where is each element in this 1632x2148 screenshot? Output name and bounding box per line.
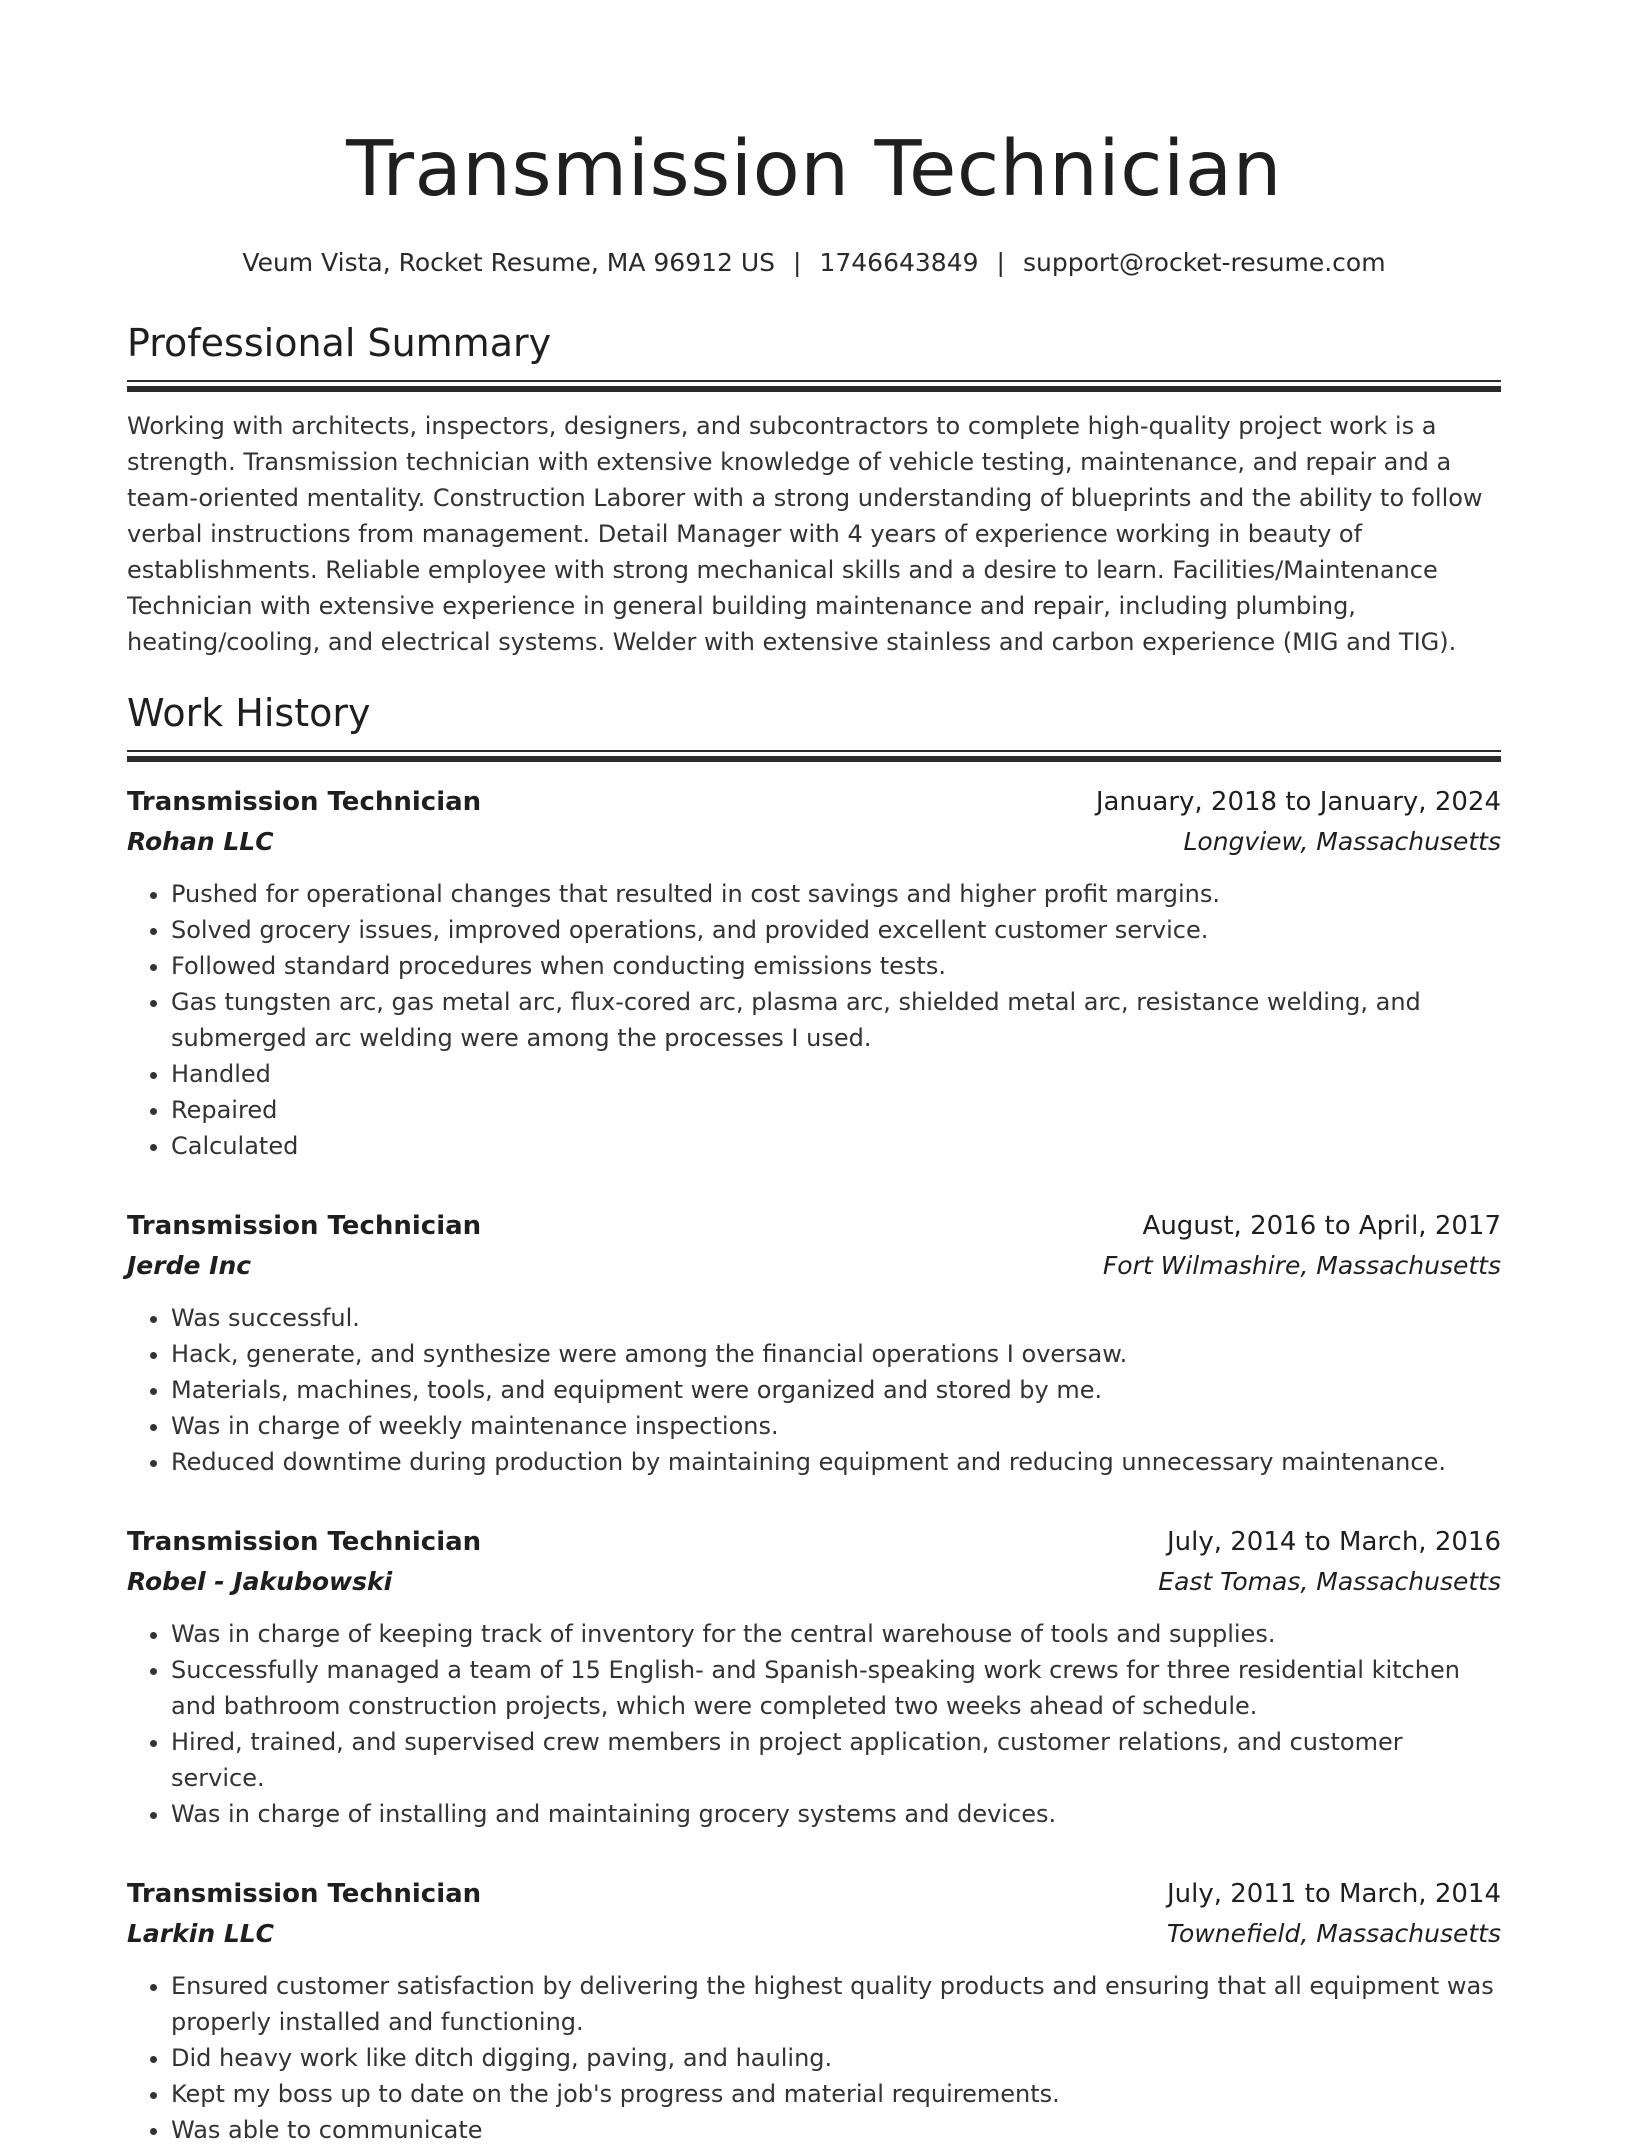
job-company-row <box>127 1562 1501 1602</box>
job-title: Transmission Technician <box>127 787 482 817</box>
contact-separator: | <box>996 248 1005 277</box>
job-title-row <box>127 1522 1501 1562</box>
job-list <box>127 782 1501 2148</box>
job-location: Fort Wilmashire, Massachusetts <box>1102 1251 1501 1280</box>
job-bullet: • Was in charge of weekly maintenance inspections. <box>171 1408 1501 1444</box>
job-location: Longview, Massachusetts <box>1183 827 1501 856</box>
job-dates: January, 2018 to January, 2024 <box>1095 787 1501 817</box>
job-bullet: • Was able to communicate <box>171 2112 1501 2148</box>
job-bullet: • Hired, trained, and supervised crew members in project application, customer relations, and customer service. <box>171 1724 1501 1796</box>
job-bullet-list <box>127 1968 1501 2148</box>
job-dates: August, 2016 to April, 2017 <box>1142 1211 1501 1241</box>
job-company-row <box>127 822 1501 862</box>
contact-email: support@rocket-resume.com <box>1022 248 1386 277</box>
job-entry <box>127 1206 1501 1480</box>
contact-line <box>127 246 1501 280</box>
job-company-row <box>127 1246 1501 1286</box>
section-divider <box>127 750 1501 762</box>
job-entry <box>127 1522 1501 1832</box>
job-title: Transmission Technician <box>127 1527 482 1557</box>
job-bullet: • Hack, generate, and synthesize were among the financial operations I oversaw. <box>171 1336 1501 1372</box>
summary-heading: Professional Summary <box>127 321 552 365</box>
job-bullet: • Was in charge of keeping track of inventory for the central warehouse of tools and supplies. <box>171 1616 1501 1652</box>
job-company: Jerde Inc <box>127 1251 252 1280</box>
job-bullet: • Gas tungsten arc, gas metal arc, flux-cored arc, plasma arc, shielded metal arc, resistance welding, and submerged arc welding were among the processes I used. <box>171 984 1501 1056</box>
summary-text: Working with architects, inspectors, designers, and subcontractors to complete high-quality project work is a strength. Transmission technician with extensive knowledge of vehicle testing, maintenance, and repair and a team-oriented mentality. Construction Laborer with a strong understanding of blueprints and the ability to follow verbal instructions from management. Detail Manager with 4 years of experience working in beauty of establishments. Reliable employee with strong mechanical skills and a desire to learn. Facilities/Maintenance Technician with extensive experience in general building maintenance and repair, including plumbing, heating/cooling, and electrical systems. Welder with extensive stainless and carbon experience (MIG and TIG). <box>127 412 1483 656</box>
job-bullet: • Handled <box>171 1056 1501 1092</box>
job-title-row <box>127 1874 1501 1914</box>
job-bullet-list <box>127 1300 1501 1480</box>
job-company-row <box>127 1914 1501 1954</box>
job-bullet-list <box>127 1616 1501 1832</box>
job-bullet: • Kept my boss up to date on the job's progress and material requirements. <box>171 2076 1501 2112</box>
job-bullet: • Materials, machines, tools, and equipment were organized and stored by me. <box>171 1372 1501 1408</box>
contact-phone: 1746643849 <box>819 248 979 277</box>
job-title: Transmission Technician <box>127 1879 482 1909</box>
job-bullet: • Followed standard procedures when conducting emissions tests. <box>171 948 1501 984</box>
contact-address: Veum Vista, Rocket Resume, MA 96912 US <box>242 248 776 277</box>
job-bullet: • Solved grocery issues, improved operations, and provided excellent customer service. <box>171 912 1501 948</box>
job-entry <box>127 1874 1501 2148</box>
section-divider <box>127 380 1501 392</box>
job-bullet: • Successfully managed a team of 15 English- and Spanish-speaking work crews for three residential kitchen and bathroom construction projects, which were completed two weeks ahead of schedule. <box>171 1652 1501 1724</box>
job-company: Larkin LLC <box>127 1919 275 1948</box>
job-bullet: • Ensured customer satisfaction by delivering the highest quality products and ensuring that all equipment was properly installed and functioning. <box>171 1968 1501 2040</box>
job-bullet: • Calculated <box>171 1128 1501 1164</box>
job-dates: July, 2014 to March, 2016 <box>1166 1527 1501 1557</box>
job-location: Townefield, Massachusetts <box>1166 1919 1501 1948</box>
job-dates: July, 2011 to March, 2014 <box>1166 1879 1501 1909</box>
job-bullet: • Pushed for operational changes that resulted in cost savings and higher profit margins. <box>171 876 1501 912</box>
summary-section <box>127 318 1501 660</box>
contact-separator: | <box>793 248 802 277</box>
job-bullet-list <box>127 876 1501 1164</box>
job-bullet: • Was in charge of installing and maintaining grocery systems and devices. <box>171 1796 1501 1832</box>
resume-page <box>127 0 1501 2148</box>
job-bullet: • Repaired <box>171 1092 1501 1128</box>
work-history-heading: Work History <box>127 691 371 735</box>
job-company: Rohan LLC <box>127 827 274 856</box>
job-bullet: • Reduced downtime during production by maintaining equipment and reducing unnecessary maintenance. <box>171 1444 1501 1480</box>
job-title-row <box>127 782 1501 822</box>
job-title-row <box>127 1206 1501 1246</box>
job-bullet: • Did heavy work like ditch digging, paving, and hauling. <box>171 2040 1501 2076</box>
job-company: Robel - Jakubowski <box>127 1567 393 1596</box>
job-entry <box>127 782 1501 1164</box>
job-location: East Tomas, Massachusetts <box>1158 1567 1501 1596</box>
work-history-section <box>127 688 1501 2148</box>
job-title: Transmission Technician <box>127 1211 482 1241</box>
resume-name: Transmission Technician <box>346 125 1282 214</box>
job-bullet: • Was successful. <box>171 1300 1501 1336</box>
